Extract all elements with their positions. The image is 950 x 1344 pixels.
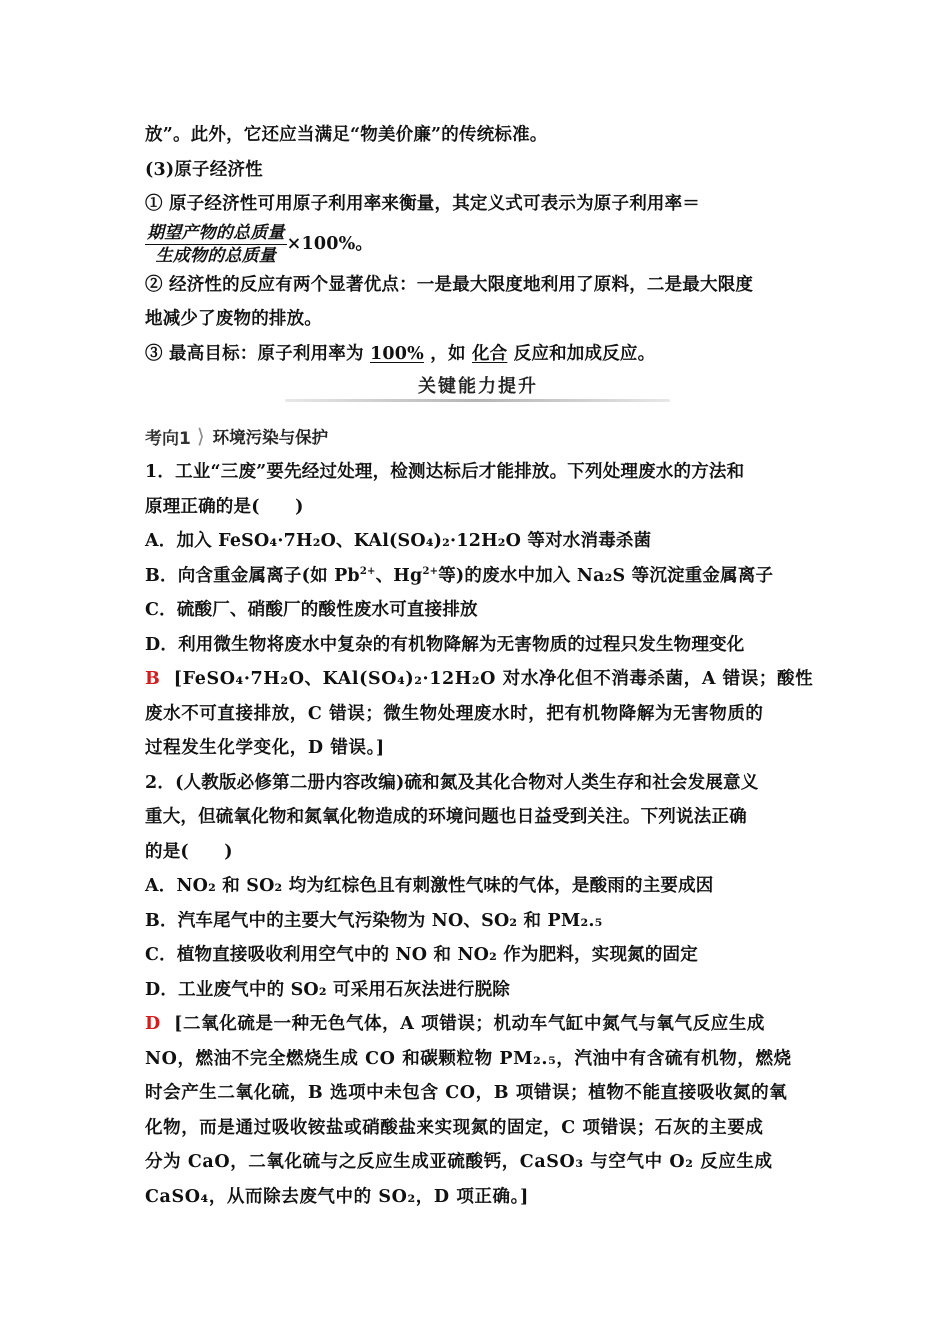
q1-option-b [145, 559, 810, 594]
fraction-tail: ×100%。 [286, 234, 374, 255]
section-title: 关键能力提升 [393, 375, 563, 399]
paragraph-2-line-1: ② 经济性的反应有两个显著优点：一是最大限度地利用了原料，二是最大限度 [145, 274, 754, 295]
fraction [145, 223, 287, 266]
q1-option-b-pre: B．向含重金属离子(如 Pb [145, 565, 360, 586]
q1-option-b-post: 等)的废水中加入 Na₂S 等沉淀重金属离子 [438, 565, 774, 586]
q2-explanation-line-3: 时会产生二氧化硫，B 选项中未包含 CO，B 项错误；植物不能直接吸收氮的氧 [145, 1083, 788, 1103]
q1-option-c: C．硫酸厂、硝酸厂的酸性废水可直接排放 [145, 600, 478, 620]
paragraph-1-line-1: ① 原子经济性可用原子利用率来衡量，其定义式可表示为原子利用率＝ [145, 194, 700, 214]
q1-stem-line-2: 原理正确的是( ) [145, 496, 304, 517]
fraction-formula [145, 222, 810, 268]
q1-option-b-mid: 、Hg [375, 565, 423, 586]
q2-explanation-line-4: 化物，而是通过吸收铵盐或硝酸盐来实现氮的固定，C 项错误；石灰的主要成 [145, 1117, 764, 1138]
p3-blank-huahe: 化合 [471, 343, 508, 364]
q2-option-a: A．NO₂ 和 SO₂ 均为红棕色且有刺激性气味的气体，是酸雨的主要成因 [145, 876, 714, 896]
paragraph-3 [145, 337, 810, 372]
chevron-right-icon: ⟩ [196, 424, 205, 448]
q2-expl-1: [二氧化硫是一种无色气体，A 项错误；机动车气缸中氮气与氧气反应生成 [174, 1014, 766, 1034]
p3-suffix: 反应和加成反应。 [513, 343, 656, 364]
q2-answer: D [145, 1014, 161, 1034]
q2-explanation-line-1 [145, 1007, 810, 1042]
heading-atom-economy: (3)原子经济性 [145, 159, 263, 180]
q1-stem-line-1: 1．工业“三废”要先经过处理，检测达标后才能排放。下列处理废水的方法和 [145, 462, 745, 482]
q2-option-b: B．汽车尾气中的主要大气污染物为 NO、SO₂ 和 PM₂.₅ [145, 910, 603, 931]
q2-stem-line-3: 的是( ) [145, 841, 233, 862]
section-divider [285, 399, 670, 402]
p3-mid: ，如 [430, 343, 466, 364]
q1-option-b-sup1: 2+ [359, 565, 376, 577]
document-page [145, 118, 814, 1214]
q1-expl-1: [FeSO₄·7H₂O、KAl(SO₄)₂·12H₂O 对水净化但不消毒杀菌，A 错误；酸性 [173, 669, 814, 689]
q2-explanation-line-6: CaSO₄，从而除去废气中的 SO₂，D 项正确。] [145, 1186, 529, 1207]
q1-explanation-line-2: 废水不可直接排放，C 错误；微生物处理废水时，把有机物降解为无害物质的 [145, 703, 764, 724]
q1-explanation-line-1 [145, 662, 814, 697]
q2-explanation-line-2: NO，燃油不完全燃烧生成 CO 和碳颗粒物 PM₂.₅，汽油中有含硫有机物，燃烧 [145, 1048, 792, 1069]
q2-option-c: C．植物直接吸收利用空气中的 NO 和 NO₂ 作为肥料，实现氮的固定 [145, 945, 698, 965]
section-banner [145, 373, 810, 417]
q1-option-a: A．加入 FeSO₄·7H₂O、KAl(SO₄)₂·12H₂O 等对水消毒杀菌 [145, 531, 652, 551]
topic-tag: 考向1 [145, 428, 191, 449]
p3-blank-100: 100% [370, 343, 424, 364]
topic-header [145, 417, 810, 455]
q2-stem-line-1: 2．(人教版必修第二册内容改编)硫和氮及其化合物对人类生存和社会发展意义 [145, 772, 759, 793]
q2-stem-line-2: 重大，但硫氧化物和氮氧化物造成的环境问题也日益受到关注。下列说法正确 [145, 807, 747, 827]
fraction-numerator: 期望产物的总质量 [147, 223, 285, 243]
q1-explanation-line-3: 过程发生化学变化，D 错误。] [145, 738, 385, 758]
topic-title: 环境污染与保护 [212, 428, 329, 447]
paragraph-2-line-2: 地减少了废物的排放。 [145, 309, 322, 329]
q2-explanation-line-5: 分为 CaO，二氧化硫与之反应生成亚硫酸钙，CaSO₃ 与空气中 O₂ 反应生成 [145, 1152, 773, 1172]
q1-option-b-sup2: 2+ [422, 565, 439, 577]
q1-option-d: D．利用微生物将废水中复杂的有机物降解为无害物质的过程只发生物理变化 [145, 634, 745, 655]
q1-answer: B [145, 669, 161, 689]
p3-prefix: ③ 最高目标：原子利用率为 [145, 343, 364, 364]
q2-option-d: D．工业废气中的 SO₂ 可采用石灰法进行脱除 [145, 979, 511, 1000]
fraction-denominator: 生成物的总质量 [155, 246, 276, 266]
intro-line-1: 放”。此外，它还应当满足“物美价廉”的传统标准。 [145, 125, 548, 145]
